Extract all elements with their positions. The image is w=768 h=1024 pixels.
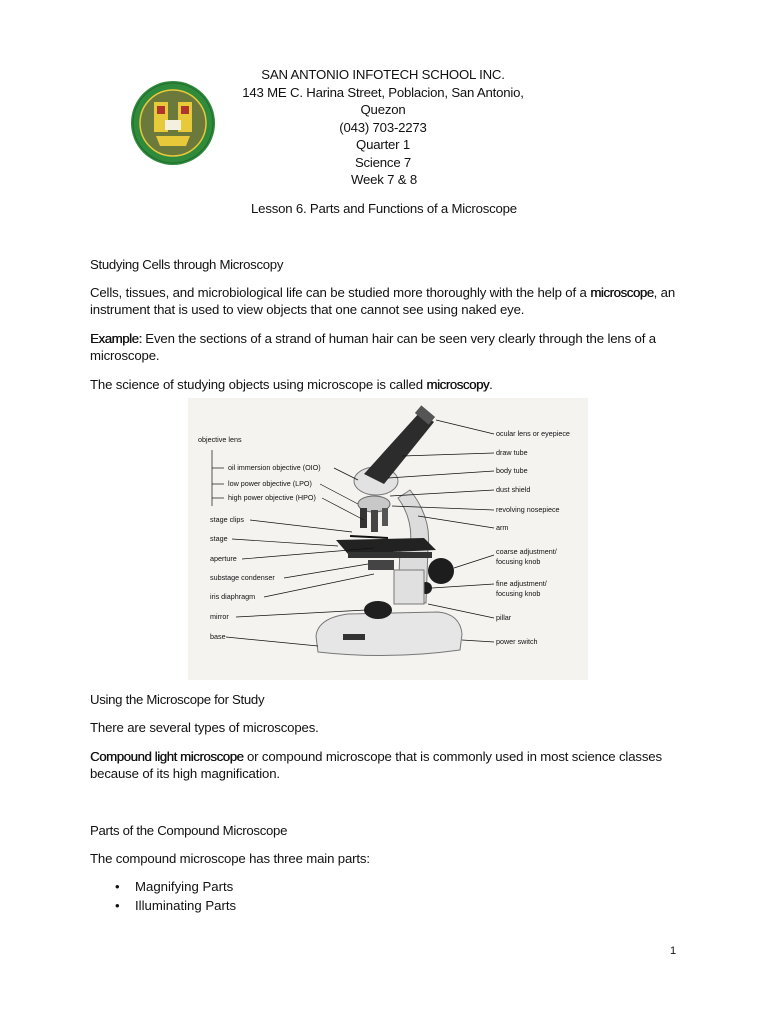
label-arm: arm: [496, 523, 509, 532]
quarter: Quarter 1: [356, 137, 410, 152]
paragraph-types: There are several types of microscopes.: [90, 720, 319, 735]
school-phone: (043) 703-2273: [339, 119, 427, 135]
text: , an instrument that is used to view objects that one cannot see using naked eye.: [90, 285, 676, 317]
label-high-power: high power objective (HPO): [228, 493, 316, 502]
section-heading-parts: Parts of the Compound Microscope: [90, 823, 288, 838]
label-stage-clips: stage clips: [210, 515, 244, 524]
school-address: 143 ME C. Harina Street, Poblacion, San Antonio, Quezon: [242, 84, 524, 117]
text: Cells, tissues, and microbiological life can be studied more thoroughly with the help of a: [90, 285, 591, 300]
week-label: Week 7 & 8: [351, 172, 417, 187]
page-number: 1: [670, 945, 677, 957]
bold-term-microscopy: microscopy: [426, 377, 490, 392]
text: The science of studying objects using microscope is called: [90, 377, 427, 392]
text: .: [489, 377, 493, 392]
bullet-icon: •: [115, 898, 120, 913]
bullet-icon: •: [115, 879, 120, 894]
label-draw-tube: draw tube: [496, 448, 528, 457]
bold-term-compound-light: Compound light microscope: [90, 749, 244, 764]
section-heading-using: Using the Microscope for Study: [90, 692, 265, 707]
label-power-switch: power switch: [496, 637, 538, 646]
paragraph-example: [90, 330, 690, 364]
text: Even the sections of a strand of human hair can be seen very clearly through the lens of a microscope.: [90, 331, 656, 363]
label-body-tube: body tube: [496, 466, 528, 475]
label-coarse-adjustment: coarse adjustment/: [496, 547, 557, 556]
label-substage-condenser: substage condenser: [210, 573, 275, 582]
parts-list: [90, 877, 236, 915]
label-coarse-focusing: focusing knob: [496, 557, 541, 566]
text: or compound microscope that is commonly used in most science classes because of its high magnification.: [90, 749, 662, 781]
label-stage: stage: [210, 534, 228, 543]
label-mirror: mirror: [210, 612, 229, 621]
label-oil-immersion: oil immersion objective (OIO): [228, 463, 321, 472]
paragraph-compound: [90, 748, 690, 782]
paragraph-three-parts: The compound microscope has three main parts:: [90, 851, 370, 866]
label-low-power: low power objective (LPO): [228, 479, 312, 488]
label-fine-focusing: focusing knob: [496, 589, 541, 598]
school-name: SAN ANTONIO INFOTECH SCHOOL INC.: [261, 67, 505, 82]
school-header: [230, 66, 536, 171]
label-pillar: pillar: [496, 613, 512, 622]
lesson-title: Lesson 6. Parts and Functions of a Microscope: [251, 201, 517, 216]
label-ocular-lens: ocular lens or eyepiece: [496, 429, 570, 438]
list-item-text: Magnifying Parts: [135, 879, 234, 894]
label-fine-adjustment: fine adjustment/: [496, 579, 547, 588]
example-label: Example:: [90, 331, 142, 346]
label-revolving-nosepiece: revolving nosepiece: [496, 505, 560, 514]
microscope-diagram: [188, 398, 588, 680]
label-aperture: aperture: [210, 554, 237, 563]
label-iris-diaphragm: iris diaphragm: [210, 592, 256, 601]
paragraph-microscopy: [90, 376, 690, 393]
list-item: [90, 896, 236, 915]
school-seal-logo: [130, 80, 216, 166]
section-heading-microscopy: Studying Cells through Microscopy: [90, 257, 284, 272]
label-dust-shield: dust shield: [496, 485, 531, 494]
label-objective-lens: objective lens: [198, 435, 242, 444]
list-item: [90, 877, 236, 896]
bold-term-microscope: microscope: [590, 285, 654, 300]
list-item-text: Illuminating Parts: [135, 898, 237, 913]
paragraph-intro: [90, 284, 690, 318]
label-base: base: [210, 632, 226, 641]
subject: Science 7: [354, 154, 412, 170]
